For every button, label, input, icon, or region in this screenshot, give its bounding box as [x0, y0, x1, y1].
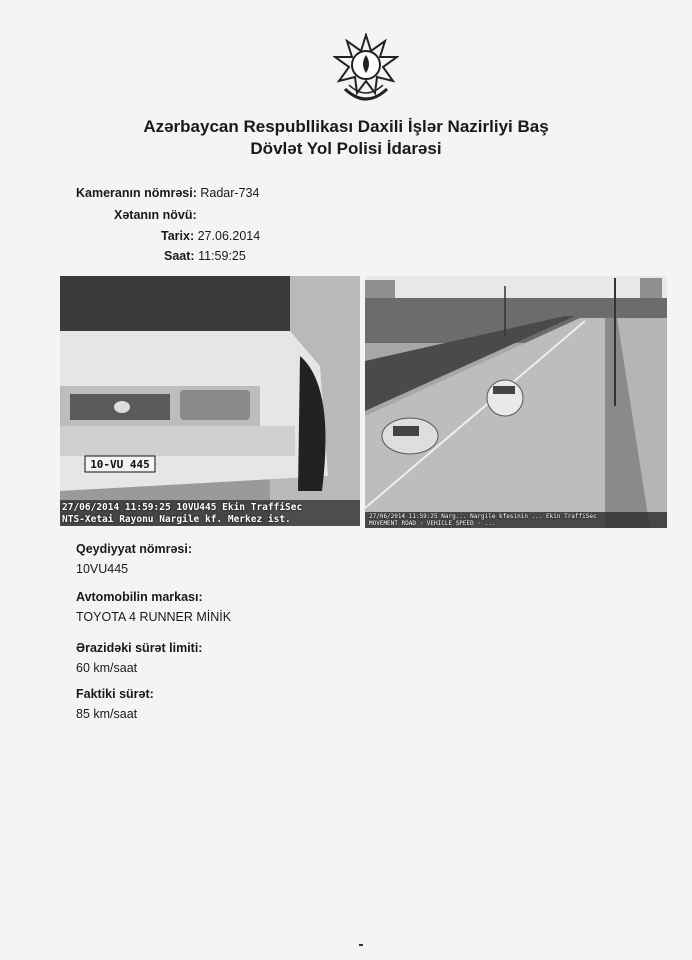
left-photo-caption-1: 27/06/2014 11:59:25 10VU445 Ekin TraffiSec — [62, 502, 303, 513]
brand-value: TOYOTA 4 RUNNER MİNİK — [76, 610, 232, 624]
time-label: Saat: — [164, 249, 195, 263]
actual-speed-value: 85 km/saat — [76, 707, 138, 721]
registration-label: Qeydiyyat nömrəsi: — [76, 542, 193, 556]
speed-limit-value: 60 km/saat — [76, 661, 138, 675]
speed-limit-section — [76, 641, 202, 675]
road-overview-photo — [365, 276, 667, 528]
vehicle-closeup-image — [60, 276, 360, 526]
license-plate: 10-VU 445 — [90, 458, 150, 471]
violation-type-field — [114, 208, 197, 222]
right-photo-caption-1: 27/06/2014 11:59:25 Narg... Nargile kfesinin ... Ekin TraffiSec — [369, 513, 597, 520]
camera-number-value: Radar-734 — [200, 186, 260, 200]
vehicle-closeup-photo — [60, 276, 360, 526]
title-line-2: Dövlət Yol Polisi İdarəsi — [250, 139, 442, 158]
document-title — [0, 116, 692, 160]
title-line-1: Azərbaycan Respubllikası Daxili İşlər Nazirliyi Baş — [143, 117, 549, 136]
brand-label: Avtomobilin markası: — [76, 590, 203, 604]
date-label: Tarix: — [161, 229, 195, 243]
violation-type-label: Xətanın növü: — [114, 208, 197, 222]
brand-section — [76, 590, 231, 624]
right-photo-caption-2: MOVEMENT ROAD · VEHICLE SPEED · ... — [369, 520, 496, 527]
registration-section — [76, 542, 192, 576]
camera-number-field — [76, 186, 259, 200]
actual-speed-section — [76, 687, 154, 721]
time-value: 11:59:25 — [198, 249, 246, 263]
actual-speed-label: Faktiki sürət: — [76, 687, 154, 701]
state-emblem-icon — [333, 33, 399, 109]
date-value: 27.06.2014 — [197, 229, 261, 243]
camera-number-label: Kameranın nömrəsi: — [76, 186, 197, 200]
left-photo-caption-2: NTS-Xetai Rayonu Nargile kf. Merkez ist. — [62, 514, 291, 525]
time-field — [164, 249, 246, 263]
page-mark — [359, 944, 363, 946]
registration-value: 10VU445 — [76, 562, 129, 576]
speed-limit-label: Ərazidəki sürət limiti: — [76, 641, 203, 655]
road-overview-image — [365, 276, 667, 528]
date-field — [161, 229, 260, 243]
